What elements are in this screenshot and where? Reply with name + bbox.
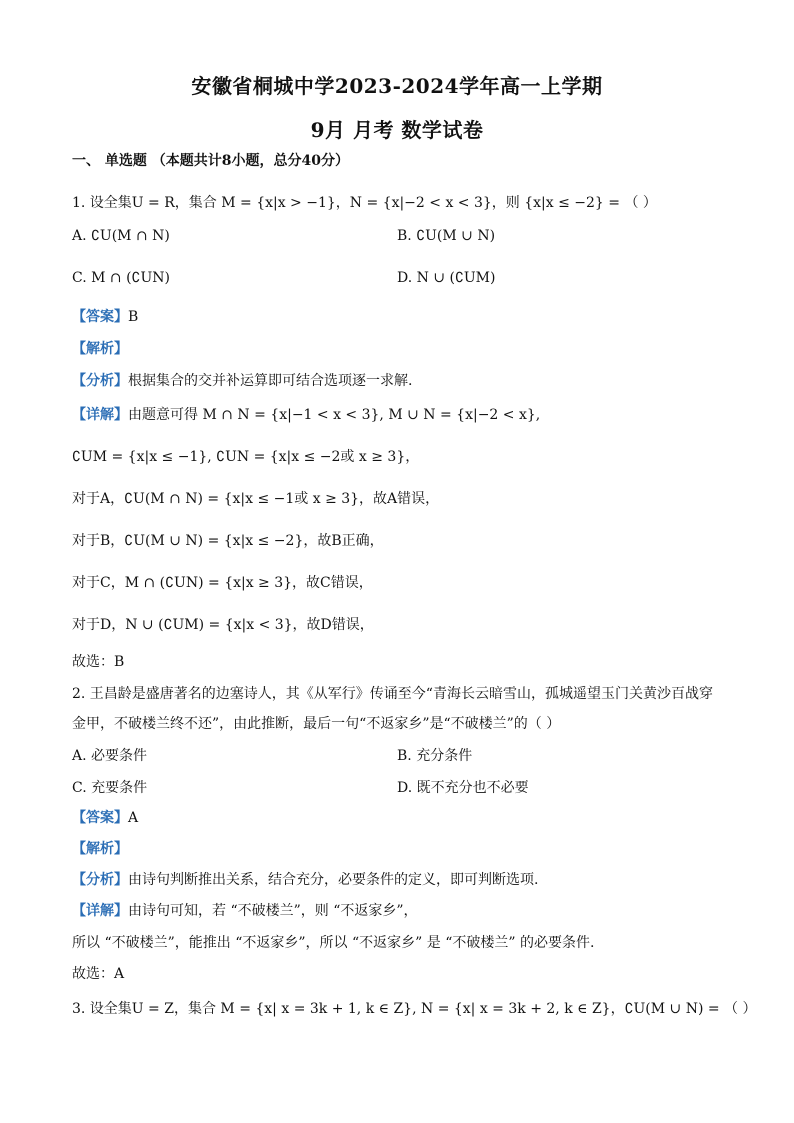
q1-xiangjie: 由题意可得 M ∩ N = {x|−1 < x < 3}, M ∪ N = {x|−2 < x}, — [128, 407, 541, 423]
answer-tag: 【答案】 — [72, 810, 128, 826]
q1-check-a: 对于A，∁U(M ∩ N) = {x|x ≤ −1或 x ≥ 3}，故A错误， — [72, 491, 440, 507]
q1-check-b: 对于B，∁U(M ∪ N) = {x|x ≤ −2}，故B正确， — [72, 533, 384, 549]
q2-analysis-tag — [72, 838, 128, 858]
q1-xiangjie-row — [72, 404, 540, 424]
q2-option-a: A. 必要条件 — [72, 748, 148, 764]
title-line-1: 安徽省桐城中学2023-2024学年高一上学期 — [191, 74, 603, 98]
xiangjie-tag: 【详解】 — [72, 903, 128, 919]
q1-option-a: A. ∁U(M ∩ N) — [72, 228, 170, 244]
q2-answer: A — [128, 810, 139, 826]
fenxi-tag: 【分析】 — [72, 373, 128, 389]
q1-answer: B — [128, 309, 139, 325]
q2-conclusion: 所以 “不破楼兰”，能推出 “不返家乡”，所以 “不返家乡” 是 “不破楼兰” 的必要条件. — [72, 935, 595, 951]
answer-tag: 【答案】 — [72, 309, 128, 325]
q2-answer-row — [72, 807, 138, 827]
q3-stem: 3. 设全集U = Z，集合 M = {x| x = 3k + 1, k ∈ Z}, N = {x| x = 3k + 2, k ∈ Z}，∁U(M ∪ N) = （ ） — [72, 1001, 757, 1017]
analysis-tag: 【解析】 — [72, 341, 128, 357]
fenxi-tag: 【分析】 — [72, 872, 128, 888]
q1-check-d: 对于D，N ∪ (∁UM) = {x|x < 3}，故D错误， — [72, 617, 374, 633]
q2-xiangjie-row — [72, 900, 418, 920]
q2-stem-line-2: 金甲，不破楼兰终不还”，由此推断，最后一句“不返家乡”是“不破楼兰”的（ ） — [72, 716, 561, 732]
q2-option-b: B. 充分条件 — [397, 748, 473, 764]
q1-fenxi-row — [72, 370, 412, 390]
xiangjie-tag: 【详解】 — [72, 407, 128, 423]
q2-stem-line-1: 2. 王昌龄是盛唐著名的边塞诗人，其《从军行》传诵至今“青海长云暗雪山，孤城遥望玉门关黄沙百战穿 — [72, 686, 713, 702]
q1-option-d: D. N ∪ (∁UM) — [397, 270, 496, 286]
q1-stem: 1. 设全集U = R，集合 M = {x|x > −1}，N = {x|−2 < x < 3}，则 {x|x ≤ −2} = （ ） — [72, 195, 657, 211]
q2-option-d: D. 既不充分也不必要 — [397, 780, 529, 796]
analysis-tag: 【解析】 — [72, 841, 128, 857]
q1-complement-line: ∁UM = {x|x ≤ −1}, ∁UN = {x|x ≤ −2或 x ≥ 3}， — [72, 449, 420, 465]
q2-option-c: C. 充要条件 — [72, 780, 148, 796]
q1-fenxi: 根据集合的交并补运算即可结合选项逐一求解. — [128, 373, 413, 389]
q2-xiangjie: 由诗句可知，若 “不破楼兰”，则 “不返家乡”， — [128, 903, 418, 919]
q2-fenxi-row — [72, 869, 538, 889]
q1-choose: 故选：B — [72, 654, 125, 670]
q1-option-c: C. M ∩ (∁UN) — [72, 270, 170, 286]
title-line-2: 9月 月考 数学试卷 — [310, 118, 484, 142]
q1-analysis-tag — [72, 338, 128, 358]
q2-choose: 故选：A — [72, 966, 125, 982]
section-heading: 一、 单选题 （本题共计8小题，总分40分） — [72, 153, 349, 169]
q1-check-c: 对于C，M ∩ (∁UN) = {x|x ≥ 3}，故C错误， — [72, 575, 373, 591]
q1-option-b: B. ∁U(M ∪ N) — [397, 228, 496, 244]
q1-answer-row — [72, 306, 138, 326]
q2-fenxi: 由诗句判断推出关系，结合充分，必要条件的定义，即可判断选项. — [128, 872, 539, 888]
